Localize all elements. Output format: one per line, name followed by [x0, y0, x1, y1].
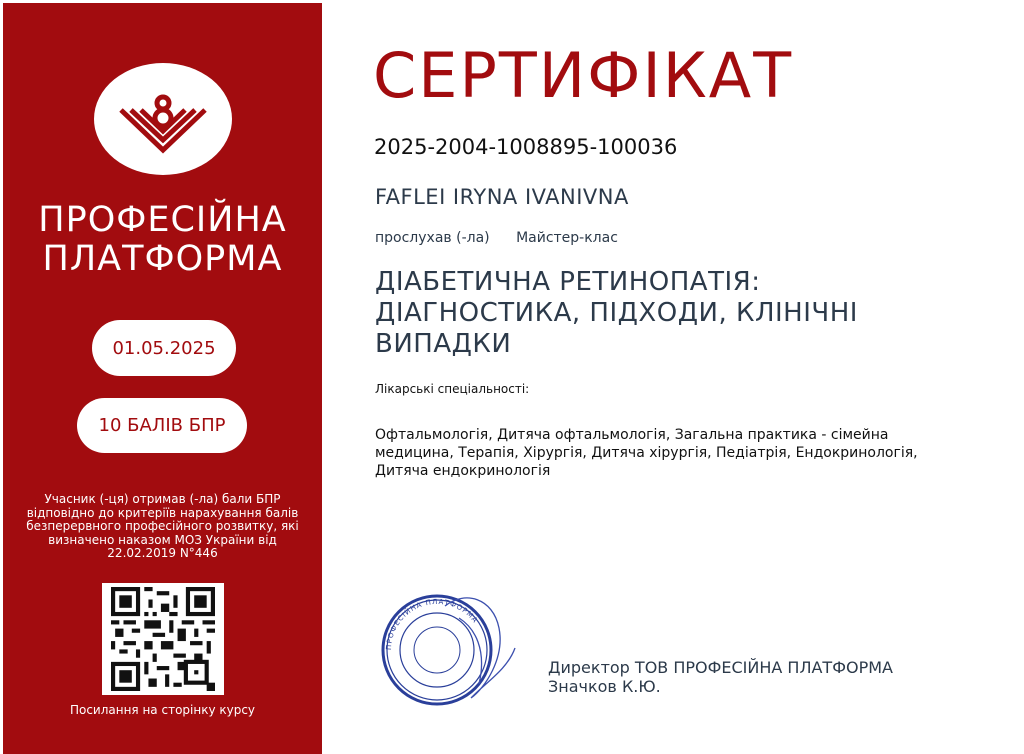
points-note: Учасник (-ця) отримав (-ла) бали БПР відповідно до критеріїв нарахування балів безперервного професійного розвитку, які визначено наказом МОЗ України від 22.02.2019 N°446 [26, 492, 299, 560]
course-title: ДІАБЕТИЧНА РЕТИНОПАТІЯ: ДІАГНОСТИКА, ПІДХОДИ, КЛІНІЧНІ ВИПАДКИ [375, 267, 858, 359]
specialties-label: Лікарські спеціальності: [375, 382, 530, 396]
platform-logo [94, 63, 232, 175]
event-type: Майстер-клас [516, 230, 618, 246]
certificate-title: СЕРТИФІКАТ [373, 39, 794, 112]
status-row [375, 230, 640, 246]
platform-name [3, 201, 322, 279]
logo-mark-icon [117, 84, 209, 154]
completion-status: прослухав (-ла) [375, 230, 490, 246]
qr-code[interactable] [102, 583, 224, 695]
recipient-name: FAFLEI IRYNA IVANIVNA [375, 185, 629, 209]
certificate-id: 2025-2004-1008895-100036 [374, 135, 678, 159]
points-badge: 10 БАЛІВ БПР [77, 398, 247, 453]
sidebar [3, 3, 322, 754]
director-signature-block [548, 658, 893, 696]
brand-line-1: ПРОФЕСІЙНА [38, 200, 287, 240]
director-title: Директор ТОВ ПРОФЕСІЙНА ПЛАТФОРМА [548, 658, 893, 677]
specialties-list: Офтальмологія, Дитяча офтальмологія, Загальна практика - сімейна медицина, Терапія, Хірургія, Дитяча хірургія, Педіатрія, Ендокринологія, Дитяча ендокринологія [375, 427, 918, 479]
qr-caption: Посилання на сторінку курсу [69, 703, 256, 717]
qr-code-icon [111, 587, 215, 691]
brand-line-2: ПЛАТФОРМА [42, 239, 283, 279]
seal-text: ПРОФЕСІЙНА ПЛАТФОРМА [384, 597, 480, 651]
director-name: Значков К.Ю. [548, 677, 661, 696]
date-badge: 01.05.2025 [92, 320, 236, 376]
official-seal-icon [375, 588, 520, 713]
